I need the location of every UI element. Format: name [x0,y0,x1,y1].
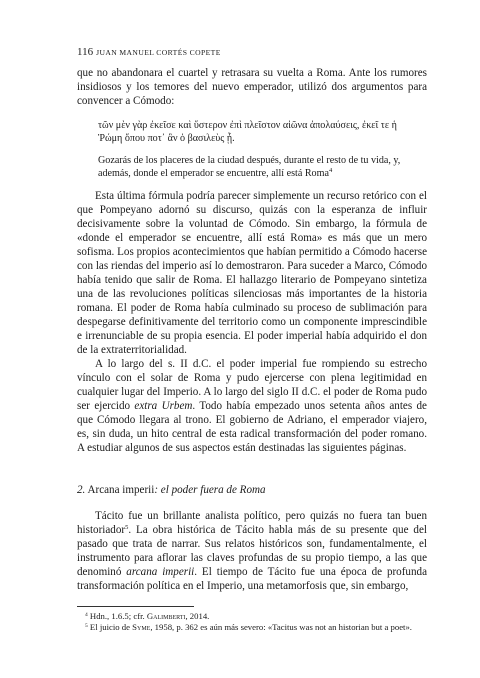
paragraph-text: . Todo había empezado unos setenta años antes de que Cómodo llegara al trono. El gobierno de Adriano, el emperador viajero, es, sin duda, un hito central de esta radical transformación del poder romano. A estudiar algunos de sus aspectos están destinadas las siguientes páginas. [77,400,427,454]
section-heading [77,483,427,497]
body-text [77,66,427,593]
italic-term: arcana imperii [126,566,195,578]
footnote-number: 5 [85,623,88,629]
author-name: JUAN MANUEL CORTÉS COPETE [96,48,221,57]
paragraph-formula: Esta última fórmula podría parecer simplemente un recurso retórico con el que Pompeyano adornó su discurso, quizás con la esperanza de influir decisivamente sobre la voluntad de Cómodo. Sin embargo, la fórmula de «donde el emperador se encuentre, allí está Roma» es más que un mero sofisma. Los propios acontecimientos que habían permitido a Cómodo hacerse con las riendas del imperio así lo demostraron. Para suceder a Marco, Cómodo había tenido que salir de Roma. El hallazgo literario de Pompeyano sintetiza una de las revoluciones políticas silenciosas más importantes de la historia romana. El poder de Roma había culminado su proceso de sublimación para despegarse definitivamente del territorio como un componente imprescindible e irrenunciable de su propia esencia. El poder imperial había adquirido el don de la extraterritorialidad. [77,190,427,356]
cited-author: Galimberti [146,611,186,621]
translation-text: Gozarás de los placeres de la ciudad después, durante el resto de tu vida, y, además, donde el emperador se encuentre, allí está Roma [98,155,401,179]
footnote-text: Hdn., 1.6.5; cfr. [87,611,147,621]
greek-quotation: τῶν μὲν γὰρ ἐκεῖσε καὶ ὕστερον ἐπὶ πλεῖστον αἰῶνα ἀπολαύσεις, ἐκεῖ τε ἡ Ῥώμη ὅπου ποτ᾽ ἂν ὁ βασιλεὺς ᾖ. [98,120,397,144]
running-head [77,46,221,58]
footnote-ref-4[interactable]: 4 [328,167,333,174]
footnote-text: , 2014. [185,611,210,621]
section-number: 2. [77,484,86,496]
section-subtitle: : el poder fuera de Roma [154,484,266,496]
paragraph-intro: que no abandonara el cuartel y retrasara su vuelta a Roma. Ante los rumores insidiosos y los temores del nuevo emperador, utilizó dos argumentos para convencer a Cómodo: [77,67,427,107]
paragraph-text: . La obra histórica de Tácito habla más de su presente que del pasado que trata de narrar. Sus relatos históricos son, fundamentalmente, el instrumento para aflorar las claves profundas de su propio tiempo, a las que denominó [77,524,427,578]
footnote-text: , 1958, p. 362 es aún más severo: «Tacitus was not an historian but a poet». [150,622,412,632]
footnote-5 [85,622,427,633]
footnote-4 [85,611,427,622]
paragraph-text: A lo largo del s. II d.C. el poder imperial fue rompiendo su estrecho vínculo con el solar de Roma y pudo ejercerse con plena legitimidad en cualquier lugar del Imperio. A lo largo del siglo II d.C. el poder de Roma pudo ser ejercido [77,358,427,412]
paragraph-tacitus [77,509,427,593]
paragraph-extraterritoriality [77,357,427,455]
footnotes [77,606,427,633]
section-title: Arcana imperii [87,484,155,496]
paragraph-text: Tácito fue un brillante analista político, pero quizás no fuera tan buen historiador [77,510,427,536]
footnote-divider [77,606,194,607]
page-number: 116 [77,46,94,58]
footnote-ref-5[interactable]: 5 [125,524,129,531]
footnote-number: 4 [85,612,88,618]
quotation-translation [98,154,420,180]
footnote-text: El juicio de [87,622,133,632]
italic-term: extra Urbem [134,400,193,412]
paragraph-text: . El tiempo de Tácito fue una época de profunda transformación política en el Imperio, una metamorfosis que, sin embargo, [77,566,427,592]
cited-author: Syme [132,622,151,632]
